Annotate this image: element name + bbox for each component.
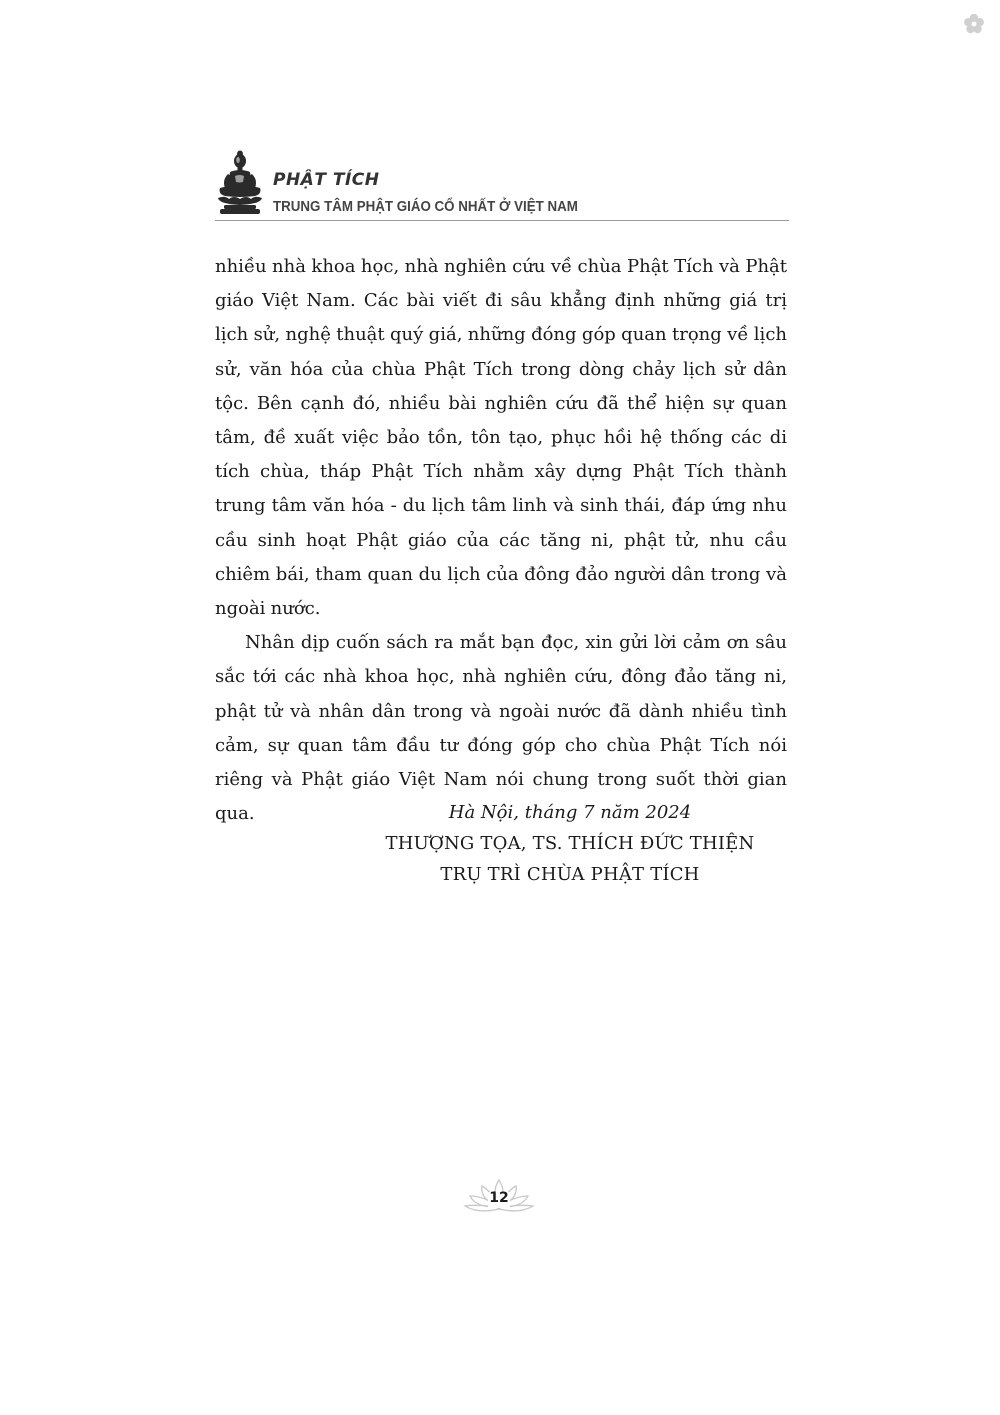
signature-role: TRỤ TRÌ CHÙA PHẬT TÍCH xyxy=(440,864,700,885)
header-divider xyxy=(215,220,789,221)
body-paragraph: Nhân dịp cuốn sách ra mắt bạn đọc, xin gửi lời cảm ơn sâu sắc tới các nhà khoa học, nhà nghiên cứu, đông đảo tăng ni, phật tử và nhân dân trong và ngoài nước đã dành nhiều tình cảm, sự quan tâm đầu tư đóng góp cho chùa Phật Tích nói riêng và Phật giáo Việt Nam nói chung trong suốt thời gian qua. xyxy=(215,632,787,825)
body-paragraph: nhiều nhà khoa học, nhà nghiên cứu về chùa Phật Tích và Phật giáo Việt Nam. Các bài viết đi sâu khẳng định những giá trị lịch sử, nghệ thuật quý giá, những đóng góp quan trọng về lịch sử, văn hóa của chùa Phật Tích trong dòng chảy lịch sử dân tộc. Bên cạnh đó, nhiều bài nghiên cứu đã thể hiện sự quan tâm, đề xuất việc bảo tồn, tôn tạo, phục hồi hệ thống các di tích chùa, tháp Phật Tích nhằm xây dựng Phật Tích thành trung tâm văn hóa - du lịch tâm linh và sinh thái, đáp ứng nhu cầu sinh hoạt Phật giáo của các tăng ni, phật tử, nhu cầu chiêm bái, tham quan du lịch của đông đảo người dân trong và ngoài nước. xyxy=(215,256,787,620)
running-header xyxy=(215,150,789,222)
header-subtitle: TRUNG TÂM PHẬT GIÁO CỔ NHẤT Ở VIỆT NAM xyxy=(273,199,578,215)
signature-date: Hà Nội, tháng 7 năm 2024 xyxy=(448,802,692,823)
page-number: 12 xyxy=(489,1190,509,1206)
header-title: PHẬT TÍCH xyxy=(273,170,380,190)
signature-name: THƯỢNG TỌA, TS. THÍCH ĐỨC THIỆN xyxy=(385,833,755,854)
flower-corner-icon xyxy=(962,12,986,36)
signature-block xyxy=(360,797,780,890)
body-text xyxy=(215,250,787,831)
buddha-statue-icon xyxy=(215,150,265,216)
